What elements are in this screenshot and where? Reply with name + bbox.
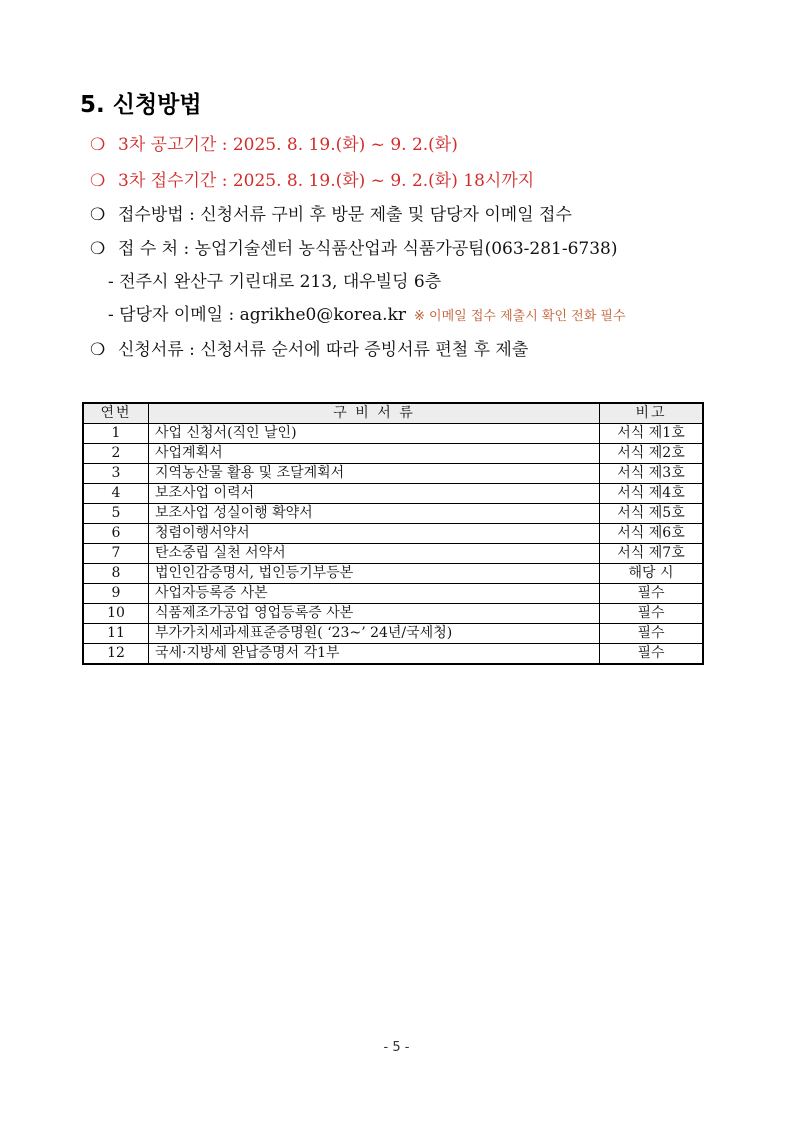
circle-bullet-icon: ❍ xyxy=(90,171,106,191)
row-document: 청렴이행서약서 xyxy=(149,524,600,544)
documents-table xyxy=(82,402,704,665)
row-number: 7 xyxy=(83,544,149,564)
docs-text: 신청서류 : 신청서류 순서에 따라 증빙서류 편철 후 제출 xyxy=(118,340,529,360)
row-document: 지역농산물 활용 및 조달계획서 xyxy=(149,464,600,484)
row-number: 6 xyxy=(83,524,149,544)
row-number: 4 xyxy=(83,484,149,504)
receipt-method-text: 접수방법 : 신청서류 구비 후 방문 제출 및 담당자 이메일 접수 xyxy=(118,205,572,225)
row-document: 부가가치세과세표준증명원( ‘23~’ 24년/국세청) xyxy=(149,624,600,644)
header-number: 연번 xyxy=(83,403,149,424)
receipt-method-line xyxy=(90,200,572,225)
email-note: ※ 이메일 접수 제출시 확인 전화 필수 xyxy=(414,309,626,324)
row-number: 2 xyxy=(83,444,149,464)
header-remarks: 비고 xyxy=(600,403,704,424)
row-remark: 서식 제6호 xyxy=(600,524,704,544)
row-remark: 서식 제3호 xyxy=(600,464,704,484)
table-row xyxy=(83,504,703,524)
row-remark: 필수 xyxy=(600,604,704,624)
table-row xyxy=(83,424,703,444)
header-documents: 구 비 서 류 xyxy=(149,403,600,424)
row-number: 10 xyxy=(83,604,149,624)
table-row xyxy=(83,544,703,564)
row-number: 5 xyxy=(83,504,149,524)
docs-line xyxy=(90,335,528,360)
table-header-row xyxy=(83,403,703,424)
row-number: 8 xyxy=(83,564,149,584)
table-row xyxy=(83,524,703,544)
announce-period-line xyxy=(90,130,458,155)
row-document: 사업계획서 xyxy=(149,444,600,464)
email-line xyxy=(108,300,626,325)
row-document: 탄소중립 실천 서약서 xyxy=(149,544,600,564)
receipt-period-text: 3차 접수기간 : 2025. 8. 19.(화) ~ 9. 2.(화) 18시까지 xyxy=(118,171,535,191)
receipt-place-text: 접 수 처 : 농업기술센터 농식품산업과 식품가공팀(063-281-6738) xyxy=(118,239,618,259)
row-remark: 서식 제1호 xyxy=(600,424,704,444)
row-remark: 서식 제2호 xyxy=(600,444,704,464)
row-remark: 필수 xyxy=(600,644,704,665)
row-remark: 필수 xyxy=(600,624,704,644)
row-remark: 서식 제7호 xyxy=(600,544,704,564)
section-title: 5. 신청방법 xyxy=(80,92,202,118)
page-number: - 5 - xyxy=(383,1040,410,1055)
table-row xyxy=(83,444,703,464)
row-remark: 해당 시 xyxy=(600,564,704,584)
table-row xyxy=(83,484,703,504)
circle-bullet-icon: ❍ xyxy=(90,205,106,225)
table-row xyxy=(83,564,703,584)
circle-bullet-icon: ❍ xyxy=(90,135,106,155)
address-line: - 전주시 완산구 기린대로 213, 대우빌딩 6층 xyxy=(108,272,442,292)
row-remark: 필수 xyxy=(600,584,704,604)
table-row xyxy=(83,584,703,604)
row-document: 보조사업 성실이행 확약서 xyxy=(149,504,600,524)
circle-bullet-icon: ❍ xyxy=(90,340,106,360)
row-remark: 서식 제5호 xyxy=(600,504,704,524)
receipt-period-line xyxy=(90,166,534,191)
row-document: 보조사업 이력서 xyxy=(149,484,600,504)
table-row xyxy=(83,464,703,484)
row-document: 국세·지방세 완납증명서 각1부 xyxy=(149,644,600,665)
receipt-place-line xyxy=(90,234,618,259)
announce-period-text: 3차 공고기간 : 2025. 8. 19.(화) ~ 9. 2.(화) xyxy=(118,135,458,155)
row-number: 1 xyxy=(83,424,149,444)
row-number: 9 xyxy=(83,584,149,604)
row-document: 사업자등록증 사본 xyxy=(149,584,600,604)
email-text: - 담당자 이메일 : agrikhe0@korea.kr xyxy=(108,305,407,325)
row-document: 사업 신청서(직인 날인) xyxy=(149,424,600,444)
row-document: 법인인감증명서, 법인등기부등본 xyxy=(149,564,600,584)
row-number: 3 xyxy=(83,464,149,484)
table-row xyxy=(83,644,703,665)
circle-bullet-icon: ❍ xyxy=(90,239,106,259)
table-row xyxy=(83,604,703,624)
row-remark: 서식 제4호 xyxy=(600,484,704,504)
table-row xyxy=(83,624,703,644)
row-number: 12 xyxy=(83,644,149,665)
row-number: 11 xyxy=(83,624,149,644)
row-document: 식품제조가공업 영업등록증 사본 xyxy=(149,604,600,624)
